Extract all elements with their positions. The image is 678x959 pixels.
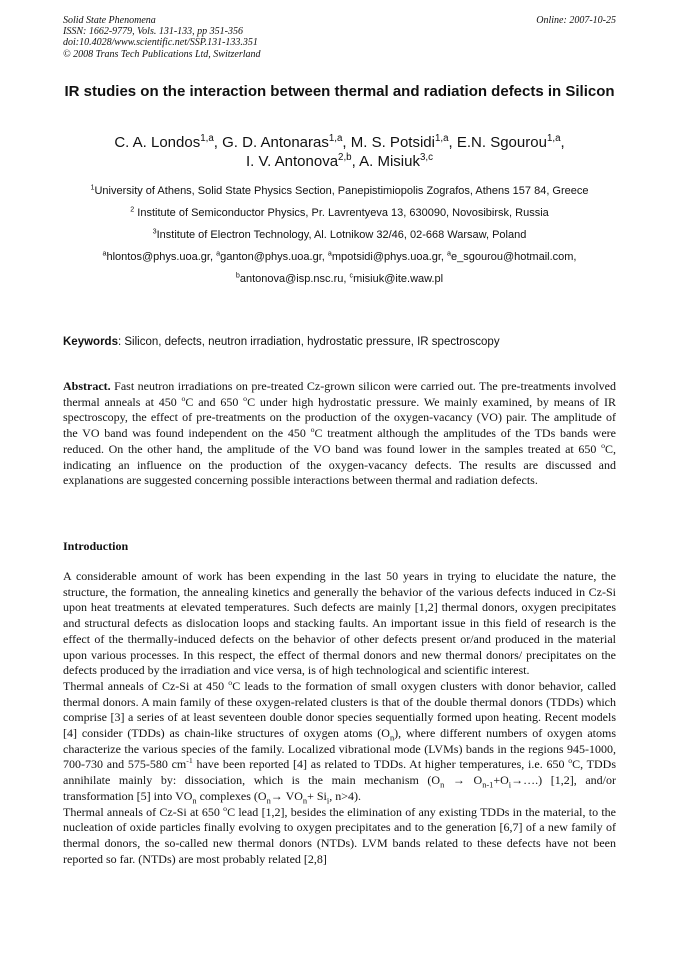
abstract-label: Abstract. [63,379,111,393]
email[interactable]: $^a$e_sgourou@hotmail.com, [447,249,577,263]
paragraph: Thermal anneals of Cz-Si at 650 $^o$C lead [1,2], besides the elimination of any existing TDDs in the material, to the nucleation of oxide particles finally evolving to oxygen precipitates and to the generation [6,7] of a new family of thermal donors, the so-called new thermal donors (NTDs). LVM bands related to these defects have not been reported so far. (NTDs) are most probably related [2,8] [63,803,616,866]
paper-title: IR studies on the interaction between thermal and radiation defects in Silicon [64,83,615,100]
author: G. D. Antonaras$^{1,a}$, [222,133,351,151]
issn-line: ISSN: 1662-9779, Vols. 131-133, pp 351-356 [63,26,243,38]
affiliation: $^3$Institute of Electron Technology, Al. Lotnikow 32/46, 02-668 Warsaw, Poland [152,227,527,241]
email[interactable]: $^a$ganton@phys.uoa.gr, [216,249,328,263]
journal-header [63,15,616,60]
online-date: Online: 2007-10-25 [536,15,616,26]
affiliation: $^2$ Institute of Semiconductor Physics, Pr. Lavrentyeva 13, 630090, Novosibirsk, Russia [130,205,549,219]
affiliations [63,180,616,290]
email[interactable]: $^a$hlontos@phys.uoa.gr, [102,249,217,263]
email[interactable]: $^b$antonova@isp.nsc.ru, [235,271,350,285]
keywords-text: : Silicon, defects, neutron irradiation, hydrostatic pressure, IR spectroscopy [117,336,500,348]
keywords-label: Keywords [63,336,118,348]
email-list [63,246,616,290]
journal-name: Solid State Phenomena [63,15,156,26]
author: I. V. Antonova$^{2,b}$, [246,152,360,170]
author: M. S. Potsidi$^{1,a}$, [350,133,457,151]
author: A. Misiuk$^{3,c}$ [359,152,433,170]
copyright-line: © 2008 Trans Tech Publications Ltd, Switzerland [63,48,261,60]
email[interactable]: $^a$mpotsidi@phys.uoa.gr, [327,249,447,263]
affiliation: $^1$University of Athens, Solid State Physics Section, Panepistimiopolis Zografos, Athens 157 84, Greece [90,183,589,197]
introduction-body [63,569,616,867]
email[interactable]: $^c$misiuk@ite.waw.pl [349,271,444,285]
section-heading-introduction: Introduction [63,539,129,553]
author-list [63,133,616,171]
keywords [63,335,616,349]
paragraph: A considerable amount of work has been expending in the last 50 years in trying to elucidate the nature, the structure, the formation, the annealing kinetics and generally the behavior of the various defects induced in Cz-Si upon heat treatments at elevated temperatures. Such defects are mainly [1,2] thermal donors, oxygen precipitates and structural defects as dislocation loops and stacking faults. An important issue in this field of research is the effect of the thermally-induced defects on the behavior of other defects present or/and produced in the material upon various processes. In this respect, the effect of thermal donors and new thermal donors/ precipitates on the defects produced by the irradiation and vice versa, is of high technological and scientific interest. [63,569,616,678]
author: C. A. Londos$^{1,a}$, [114,133,223,151]
paragraph: Thermal anneals of Cz-Si at 450 $^o$C leads to the formation of small oxygen clusters with donor behavior, called thermal donors. A main family of these oxygen-related clusters is that of the double thermal donors (TDDs) which comprise [3] a series of at least seventeen double donor species sequentially formed upon heating. Recent models [4] consider (TDDs) as chain-like structures of oxygen atoms $(O_n)$, where different numbers of oxygen atoms characterize the various species of the family. Localized vibrational mode (LVMs) bands in the regions 945-1000, 700-730 and 575-580 $cm^{-1}$ have been reported [4] as related to TDDs. At higher temperatures, i.e. 650 $^o$C, TDDs annihilate mainly by: dissociation, which is the main mechanism ($O_n$ → $O_{n-1}+O_i\to\dots$.) [1,2], and/or transformation [5] into $VO_n$ complexes ($O_n\to VO_n+ Si_i$, n>4). [63,677,616,806]
author: E.N. Sgourou$^{1,a}$, [456,133,565,151]
doi-line[interactable]: doi:10.4028/www.scientific.net/SSP.131-133.351 [63,37,258,49]
abstract: Abstract. Fast neutron irradiations on pre-treated Cz-grown silicon were carried out. The pre-treatments involved thermal anneals at 450 $^o$C and 650 $^o$C under high hydrostatic pressure. We mainly examined, by means of IR spectroscopy, the effect of pre-treatments on the production of the oxygen-vacancy (VO) pair. The amplitude of the VO band was found independent on the 450 $^o$C treatment although the amplitudes of the TDs bands were reduced. On the other hand, the amplitude of the VO band was found lower in the samples treated at 650 $^o$C, indicating an influence on the production of the oxygen-vacancy defects. The results are discussed and explanations are suggested concerning possible interactions between thermal and radiation defects. [63,379,616,488]
